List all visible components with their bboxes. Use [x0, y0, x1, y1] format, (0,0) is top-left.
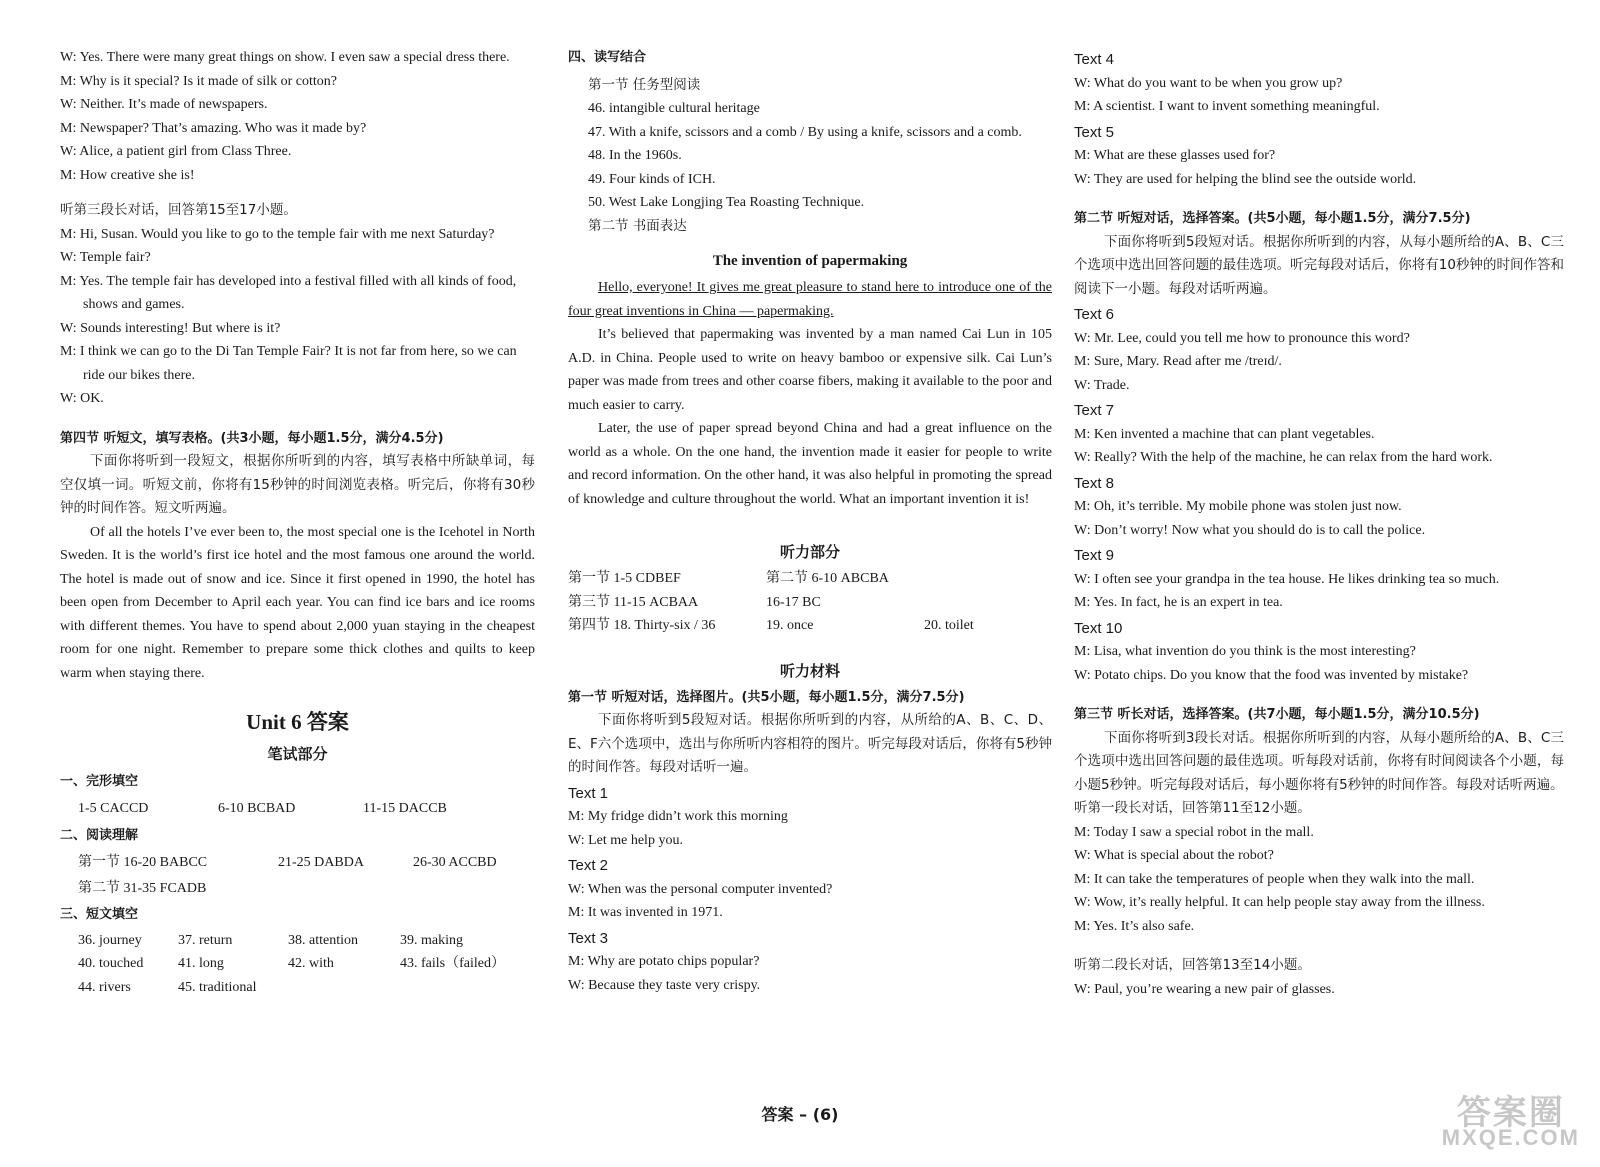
written-part-title: 笔试部分 [267, 745, 328, 763]
dialogue-line: M: Yes. In fact, he is an expert in tea. [1074, 595, 1283, 610]
fill-answer: 37. return [178, 932, 233, 948]
text-label: Text 2 [568, 857, 609, 874]
dialogue-line: W: Alice, a patient girl from Class Three. [60, 144, 292, 159]
essay-title: The invention of papermaking [712, 253, 908, 269]
cloze-answers [60, 795, 535, 823]
dialogue-line: M: Sure, Mary. Read after me /treɪd/. [1074, 354, 1282, 369]
listening-answers-row [568, 567, 1052, 591]
section-heading: 第四节 听短文，填写表格。(共3小题，每小题1.5分，满分4.5分) [60, 430, 444, 446]
task-answer: 46. intangible cultural heritage [588, 101, 760, 116]
text-label: Text 10 [1074, 619, 1123, 637]
essay-paragraph: Later, the use of paper spread beyond China and had a great influence on the world as a whole. On the one hand, the invention made it easier for people to write and record information. On the other hand, it was also helpful in promoting the spread of knowledge and culture throughout the world. What an important invention it is! [568, 421, 1052, 507]
fill-answer: 42. with [288, 956, 334, 971]
section-instructions: 下面你将听到3段长对话。根据你所听到的内容，从每小题所给的A、B、C三个选项中选出回答问题的最佳选项。听每段对话前，你将有时间阅读各个小题，每小题5秒钟。听完每段对话后，每小题你将有5秒钟的时间作答。每段对话听两遍。 [1074, 729, 1564, 793]
dialogue-line: M: Why is it special? Is it made of silk or cotton? [60, 73, 337, 89]
dialogue-line: W: OK. [60, 391, 104, 406]
dialogue-line: W: Really? With the help of the machine, he can relax from the hard work. [1074, 450, 1493, 465]
reading-label: 二、阅读理解 [60, 828, 139, 843]
fill-answer: 43. fails（failed） [400, 956, 505, 971]
dialogue-line: W: Wow, it’s really helpful. It can help people stay away from the illness. [1074, 895, 1485, 910]
dialogue-line: W: What is special about the robot? [1074, 848, 1274, 863]
answer-group: 第一节 1-5 CDBEF [568, 571, 681, 586]
fill-answers-row [60, 976, 535, 1000]
dialogue-line: M: Yes. The temple fair has developed into a festival filled with all kinds of food, shows and games. [60, 273, 517, 312]
answer-group: 16-17 BC [766, 594, 821, 610]
answer-group: 11-15 DACCB [363, 801, 447, 816]
dialogue-intro: 听第二段长对话，回答第13至14小题。 [1074, 957, 1311, 973]
listening-passage: Of all the hotels I’ve ever been to, the most special one is the Icehotel in North Sweden. It is the world’s first ice hotel and the most famous one around the world. The hotel is made out of snow and ice. Since it first opened in 1990, the hotel has been open from December to April each year. You can find ice bars and ice rooms with different themes. You have to spend about 2,000 yuan staying in the cheapest room for one night. Remember to prepare some thick clothes and quilts to keep warm when staying there. [60, 524, 535, 681]
essay-paragraph: It’s believed that papermaking was invented by a man named Cai Lun in 105 A.D. in China. People used to write on heavy bamboo or expensive silk. Cai Lun’s paper was made from trees and other coarse fibers, making it available to the poor and much easier to carry. [568, 327, 1052, 413]
dialogue-line: W: They are used for helping the blind see the outside world. [1074, 171, 1417, 187]
dialogue-line: W: What do you want to be when you grow up? [1074, 75, 1343, 91]
subsection-label: 第一节 任务型阅读 [588, 76, 701, 93]
dialogue-line: W: Trade. [1074, 377, 1130, 393]
dialogue-line: W: Don’t worry! Now what you should do is to call the police. [1074, 522, 1426, 538]
dialogue-line: M: It can take the temperatures of people when they walk into the mall. [1074, 871, 1475, 887]
dialogue-line: W: When was the personal computer invented? [568, 881, 833, 897]
fill-answer: 40. touched [78, 956, 144, 971]
essay-intro: Hello, everyone! It gives me great pleasure to stand here to introduce one of the four great inventions in China — papermaking. [568, 280, 1052, 319]
page-number: 答案 – (6) [761, 1105, 839, 1124]
answer-group: 第三节 11-15 ACBAA [568, 594, 699, 610]
column-right [1074, 46, 1564, 1001]
dialogue-line: M: I think we can go to the Di Tan Temple Fair? It is not far from here, so we can ride our bikes there. [60, 344, 517, 383]
text-label: Text 8 [1074, 474, 1115, 492]
dialogue-line: M: Yes. It’s also safe. [1074, 918, 1195, 934]
answer-group: 19. once [766, 618, 814, 633]
task-answer: 49. Four kinds of ICH. [588, 171, 716, 187]
fill-label: 三、短文填空 [60, 906, 139, 922]
section-instructions: 下面你将听到5段短对话。根据你所听到的内容，从每小题所给的A、B、C三个选项中选出回答问题的最佳选项。听完每段对话后，你将有10秒钟的时间作答和阅读下一小题。每段对话听两遍。 [1074, 233, 1564, 297]
fill-answer: 38. attention [288, 932, 358, 948]
watermark-url: MXQE.COM [1441, 1124, 1580, 1150]
fill-answers-row [60, 929, 535, 953]
dialogue-line: W: Potato chips. Do you know that the food was invented by mistake? [1074, 667, 1469, 683]
text-label: Text 5 [1074, 123, 1115, 141]
unit-title: Unit 6 答案 [246, 710, 349, 734]
dialogue-intro: 听第一段长对话，回答第11至12小题。 [1074, 800, 1311, 816]
dialogue-line: W: Temple fair? [60, 250, 151, 265]
dialogue-line: M: Oh, it’s terrible. My mobile phone was stolen just now. [1074, 499, 1402, 514]
fill-answer: 44. rivers [78, 979, 131, 995]
subsection-label: 第二节 书面表达 [588, 217, 687, 234]
fill-answer: 45. traditional [178, 979, 257, 995]
listening-material-title: 听力材料 [779, 661, 840, 680]
task-answer: 50. West Lake Longjing Tea Roasting Technique. [588, 195, 865, 210]
answer-group: 第二节 31-35 FCADB [78, 881, 207, 896]
dialogue-line: M: Hi, Susan. Would you like to go to the temple fair with me next Saturday? [60, 226, 495, 242]
dialogue-intro: 听第三段长对话，回答第15至17小题。 [60, 202, 297, 218]
section-heading: 第三节 听长对话，选择答案。(共7小题，每小题1.5分，满分10.5分) [1074, 707, 1480, 722]
dialogue-line: M: Why are potato chips popular? [568, 954, 760, 969]
listening-answers-row [568, 591, 1052, 615]
text-label: Text 6 [1074, 306, 1115, 323]
listening-answers-row [568, 614, 1052, 638]
section-instructions: 下面你将听到5段短对话。根据你所听到的内容，从所给的A、B、C、D、E、F六个选项中，选出与你所听内容相符的图片。听完每段对话后，你将有5秒钟的时间作答。每段对话听一遍。 [568, 712, 1052, 775]
fill-answers-row [60, 952, 535, 976]
column-middle [568, 46, 1052, 997]
answer-group: 第一节 16-20 BABCC [78, 855, 208, 870]
listening-part-title: 听力部分 [779, 543, 840, 561]
task-answer: 48. In the 1960s. [588, 148, 682, 163]
answer-group: 第四节 18. Thirty-six / 36 [568, 618, 716, 633]
text-label: Text 3 [568, 929, 609, 947]
answer-group: 6-10 BCBAD [218, 801, 296, 816]
part-label: 四、读写结合 [568, 50, 647, 65]
dialogue-line: M: Lisa, what invention do you think is the most interesting? [1074, 644, 1416, 659]
dialogue-line: W: Sounds interesting! But where is it? [60, 320, 281, 336]
watermark-text: 答案圈 [1456, 1093, 1565, 1133]
dialogue-line: M: My fridge didn’t work this morning [568, 809, 788, 824]
answer-group: 21-25 DABDA [278, 855, 364, 870]
text-label: Text 1 [568, 784, 609, 802]
dialogue-line: W: Neither. It’s made of newspapers. [60, 97, 268, 112]
answer-group: 1-5 CACCD [78, 801, 149, 816]
cloze-label: 一、完形填空 [60, 774, 139, 789]
answer-group: 第二节 6-10 ABCBA [766, 571, 889, 586]
reading-answers [60, 849, 535, 877]
dialogue-line: M: Newspaper? That’s amazing. Who was it made by? [60, 120, 367, 136]
task-answer: 47. With a knife, scissors and a comb / By using a knife, scissors and a comb. [588, 124, 1022, 140]
dialogue-line: W: Let me help you. [568, 832, 683, 848]
dialogue-line: W: Yes. There were many great things on show. I even saw a special dress there. [60, 50, 510, 65]
dialogue-line: M: It was invented in 1971. [568, 905, 723, 920]
text-label: Text 4 [1074, 51, 1115, 68]
dialogue-line: W: Mr. Lee, could you tell me how to pronounce this word? [1074, 330, 1410, 346]
column-left [60, 46, 535, 999]
section-instructions: 下面你将听到一段短文，根据你所听到的内容，填写表格中所缺单词，每空仅填一词。听短文前，你将有15秒钟的时间浏览表格。听完后，你将有30秒钟的时间作答。短文听两遍。 [60, 453, 535, 516]
text-label: Text 9 [1074, 547, 1115, 564]
dialogue-line: M: How creative she is! [60, 167, 195, 183]
dialogue-line: W: Paul, you’re wearing a new pair of glasses. [1074, 981, 1335, 997]
section-heading: 第一节 听短对话，选择图片。(共5小题，每小题1.5分，满分7.5分) [568, 689, 965, 705]
section-heading: 第二节 听短对话，选择答案。(共5小题，每小题1.5分，满分7.5分) [1074, 211, 1471, 226]
dialogue-line: M: Today I saw a special robot in the mall. [1074, 824, 1314, 840]
fill-answer: 36. journey [78, 932, 142, 948]
answer-group: 26-30 ACCBD [413, 855, 497, 870]
dialogue-line: M: A scientist. I want to invent something meaningful. [1074, 99, 1380, 114]
dialogue-line: M: What are these glasses used for? [1074, 148, 1276, 163]
dialogue-line: M: Ken invented a machine that can plant vegetables. [1074, 426, 1375, 442]
dialogue-line: W: Because they taste very crispy. [568, 977, 761, 993]
text-label: Text 7 [1074, 402, 1115, 419]
fill-answer: 39. making [400, 932, 463, 948]
answer-group: 20. toilet [924, 618, 974, 633]
dialogue-line: W: I often see your grandpa in the tea house. He likes drinking tea so much. [1074, 571, 1500, 587]
watermark-logo [1441, 1093, 1580, 1150]
fill-answer: 41. long [178, 956, 224, 971]
